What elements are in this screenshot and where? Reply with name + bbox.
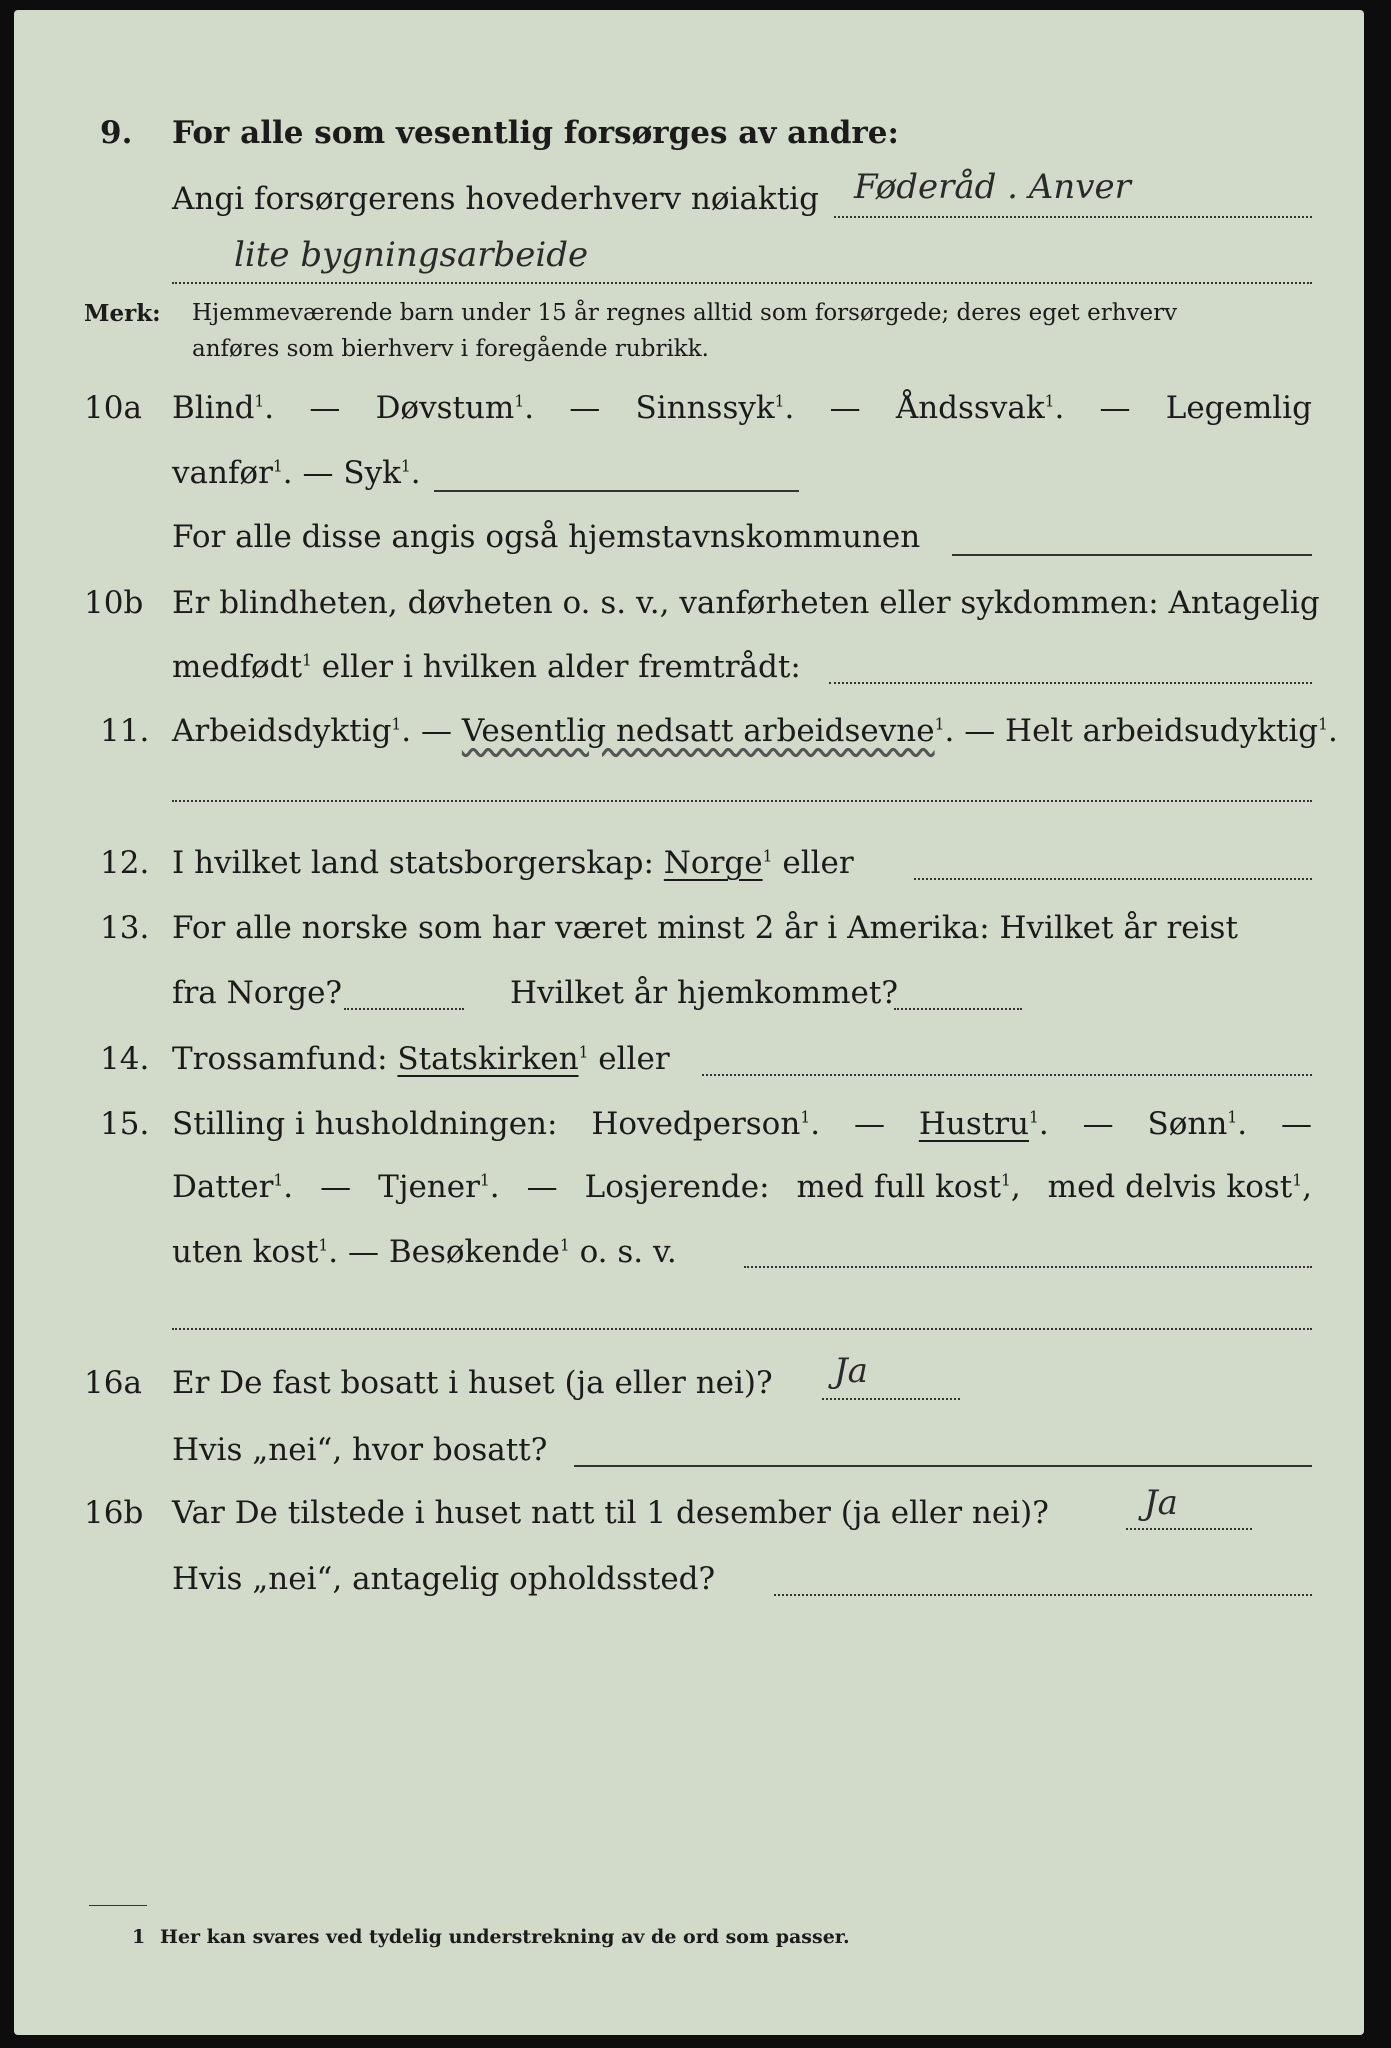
- option-hustru[interactable]: Hustru: [918, 1106, 1029, 1142]
- q9-occupation-label: Angi forsørgerens hovederhverv nøiaktig: [172, 181, 819, 217]
- q11-extra-line: [172, 800, 1312, 802]
- option-besokende[interactable]: Besøkende: [388, 1234, 560, 1270]
- separator: —: [569, 390, 601, 426]
- option-medfodt[interactable]: medfødt: [172, 649, 303, 685]
- q10a-line-2: vanfør$^1$. — Syk$^1$.: [172, 455, 421, 491]
- option-vanfor[interactable]: vanfør: [172, 455, 273, 491]
- q9-handwritten-answer-2: lite bygningsarbeide: [234, 235, 589, 275]
- option-syk[interactable]: Syk: [343, 455, 401, 491]
- option-tjener[interactable]: Tjener: [378, 1169, 480, 1205]
- q15-line-3: uten kost$^1$. — Besøkende$^1$ o. s. v.: [172, 1234, 677, 1270]
- option-norge[interactable]: Norge: [663, 845, 763, 881]
- option-sonn[interactable]: Sønn: [1147, 1106, 1228, 1142]
- q15-answer-line: [744, 1266, 1312, 1268]
- q10a-number: 10a: [84, 390, 142, 426]
- option-andssvak[interactable]: Åndssvak: [895, 390, 1045, 426]
- q14-answer-line: [702, 1074, 1312, 1076]
- option-uten-kost[interactable]: uten kost: [172, 1234, 319, 1270]
- option-blind[interactable]: Blind: [172, 390, 255, 426]
- separator: —: [829, 390, 861, 426]
- q16b-answer-line: [1126, 1528, 1252, 1530]
- q9-heading: For alle som vesentlig forsørges av andre:: [172, 115, 899, 151]
- q13-reist-line: [344, 1008, 464, 1010]
- separator: —: [1099, 390, 1131, 426]
- q13-hjemkommet-label: Hvilket år hjemkommet?: [510, 975, 898, 1011]
- q9-handwritten-answer-1: Føderåd . Anver: [854, 167, 1131, 207]
- q16b-opholdssted-line: [774, 1594, 1312, 1596]
- q16a-bosatt-line: [574, 1465, 1312, 1467]
- q14-number: 14.: [100, 1041, 150, 1077]
- merk-line-1: Hjemmeværende barn under 15 år regnes alltid som forsørgede; deres eget erhverv: [192, 300, 1178, 326]
- q15-line-1: Stilling i husholdningen: Hovedperson$^1$. — Hustru$^1$. — Sønn$^1$. —: [172, 1106, 1312, 1142]
- q16a-bosatt-label: Hvis „nei“, hvor bosatt?: [172, 1432, 548, 1468]
- option-legemlig[interactable]: Legemlig: [1165, 390, 1312, 426]
- footnote-rule: [89, 1905, 147, 1906]
- q12-line: I hvilket land statsborgerskap: Norge$^1$ eller: [172, 845, 854, 881]
- q10b-line-1: Er blindheten, døvheten o. s. v., vanførheten eller sykdommen: Antagelig: [172, 585, 1320, 621]
- q12-answer-line: [914, 878, 1312, 880]
- q10b-number: 10b: [84, 585, 144, 621]
- option-arbeidsdyktig[interactable]: Arbeidsdyktig: [172, 713, 392, 749]
- q16b-number: 16b: [84, 1495, 144, 1531]
- q15-number: 15.: [100, 1106, 150, 1142]
- option-dovstum[interactable]: Døvstum: [375, 390, 515, 426]
- option-sinnssyk[interactable]: Sinnssyk: [635, 390, 775, 426]
- q16a-answer-line: [822, 1398, 960, 1400]
- q9-answer-line-2: [172, 282, 1312, 284]
- q14-line: Trossamfund: Statskirken$^1$ eller: [172, 1041, 670, 1077]
- merk-label: Merk:: [84, 300, 161, 327]
- q9-answer-line-1: [834, 216, 1312, 218]
- q16b-opholdssted-label: Hvis „nei“, antagelig opholdssted?: [172, 1561, 716, 1597]
- q9-number: 9.: [100, 115, 133, 151]
- option-nedsatt-arbeidsevne[interactable]: Vesentlig nedsatt arbeidsevne: [461, 713, 935, 749]
- separator: —: [309, 390, 341, 426]
- q13-number: 13.: [100, 910, 150, 946]
- option-helt-arbeidsudyktig[interactable]: Helt arbeidsudyktig: [1005, 713, 1319, 749]
- q10a-hjemstavn-label: For alle disse angis også hjemstavnskommunen: [172, 519, 921, 555]
- q12-number: 12.: [100, 845, 150, 881]
- option-full-kost[interactable]: med full kost: [796, 1169, 1001, 1205]
- q16b-handwritten-answer: Ja: [1144, 1483, 1178, 1523]
- option-statskirken[interactable]: Statskirken: [397, 1041, 579, 1077]
- q10a-line-1: Blind$^1$. — Døvstum$^1$. — Sinnssyk$^1$. — Åndssvak$^1$. — Legemlig: [172, 390, 1312, 426]
- footnote-mark: 1: [132, 1926, 146, 1948]
- q13-hjemkommet-line: [894, 1008, 1022, 1010]
- q13-line-1: For alle norske som har været minst 2 år i Amerika: Hvilket år reist: [172, 910, 1238, 946]
- option-delvis-kost[interactable]: med delvis kost: [1047, 1169, 1293, 1205]
- q11-line: Arbeidsdyktig$^1$. — Vesentlig nedsatt arbeidsevne$^1$. — Helt arbeidsudyktig$^1$.: [172, 713, 1338, 749]
- q15-extra-line: [172, 1328, 1312, 1330]
- q16a-number: 16a: [84, 1365, 142, 1401]
- q15-line-2: Datter$^1$. — Tjener$^1$. — Losjerende: med full kost$^1$, med delvis kost$^1$,: [172, 1169, 1312, 1205]
- q16b-question: Var De tilstede i huset natt til 1 desember (ja eller nei)?: [172, 1495, 1049, 1531]
- census-form-page: [14, 10, 1364, 2035]
- option-datter[interactable]: Datter: [172, 1169, 274, 1205]
- q10a-hjemstavn-line: [952, 554, 1312, 556]
- q16a-question: Er De fast bosatt i huset (ja eller nei)?: [172, 1365, 773, 1401]
- q16a-handwritten-answer: Ja: [834, 1351, 868, 1391]
- q13-reist-label: fra Norge?: [172, 975, 343, 1011]
- q10b-line-2: medfødt$^1$ eller i hvilken alder fremtrådt:: [172, 649, 801, 685]
- option-hovedperson[interactable]: Hovedperson: [591, 1106, 801, 1142]
- q11-number: 11.: [100, 713, 150, 749]
- q10a-syk-line: [434, 490, 799, 492]
- footnote-text: Her kan svares ved tydelig understrekning av de ord som passer.: [160, 1926, 850, 1948]
- q10b-answer-line: [829, 682, 1312, 684]
- merk-line-2: anføres som bierhverv i foregående rubrikk.: [192, 336, 709, 362]
